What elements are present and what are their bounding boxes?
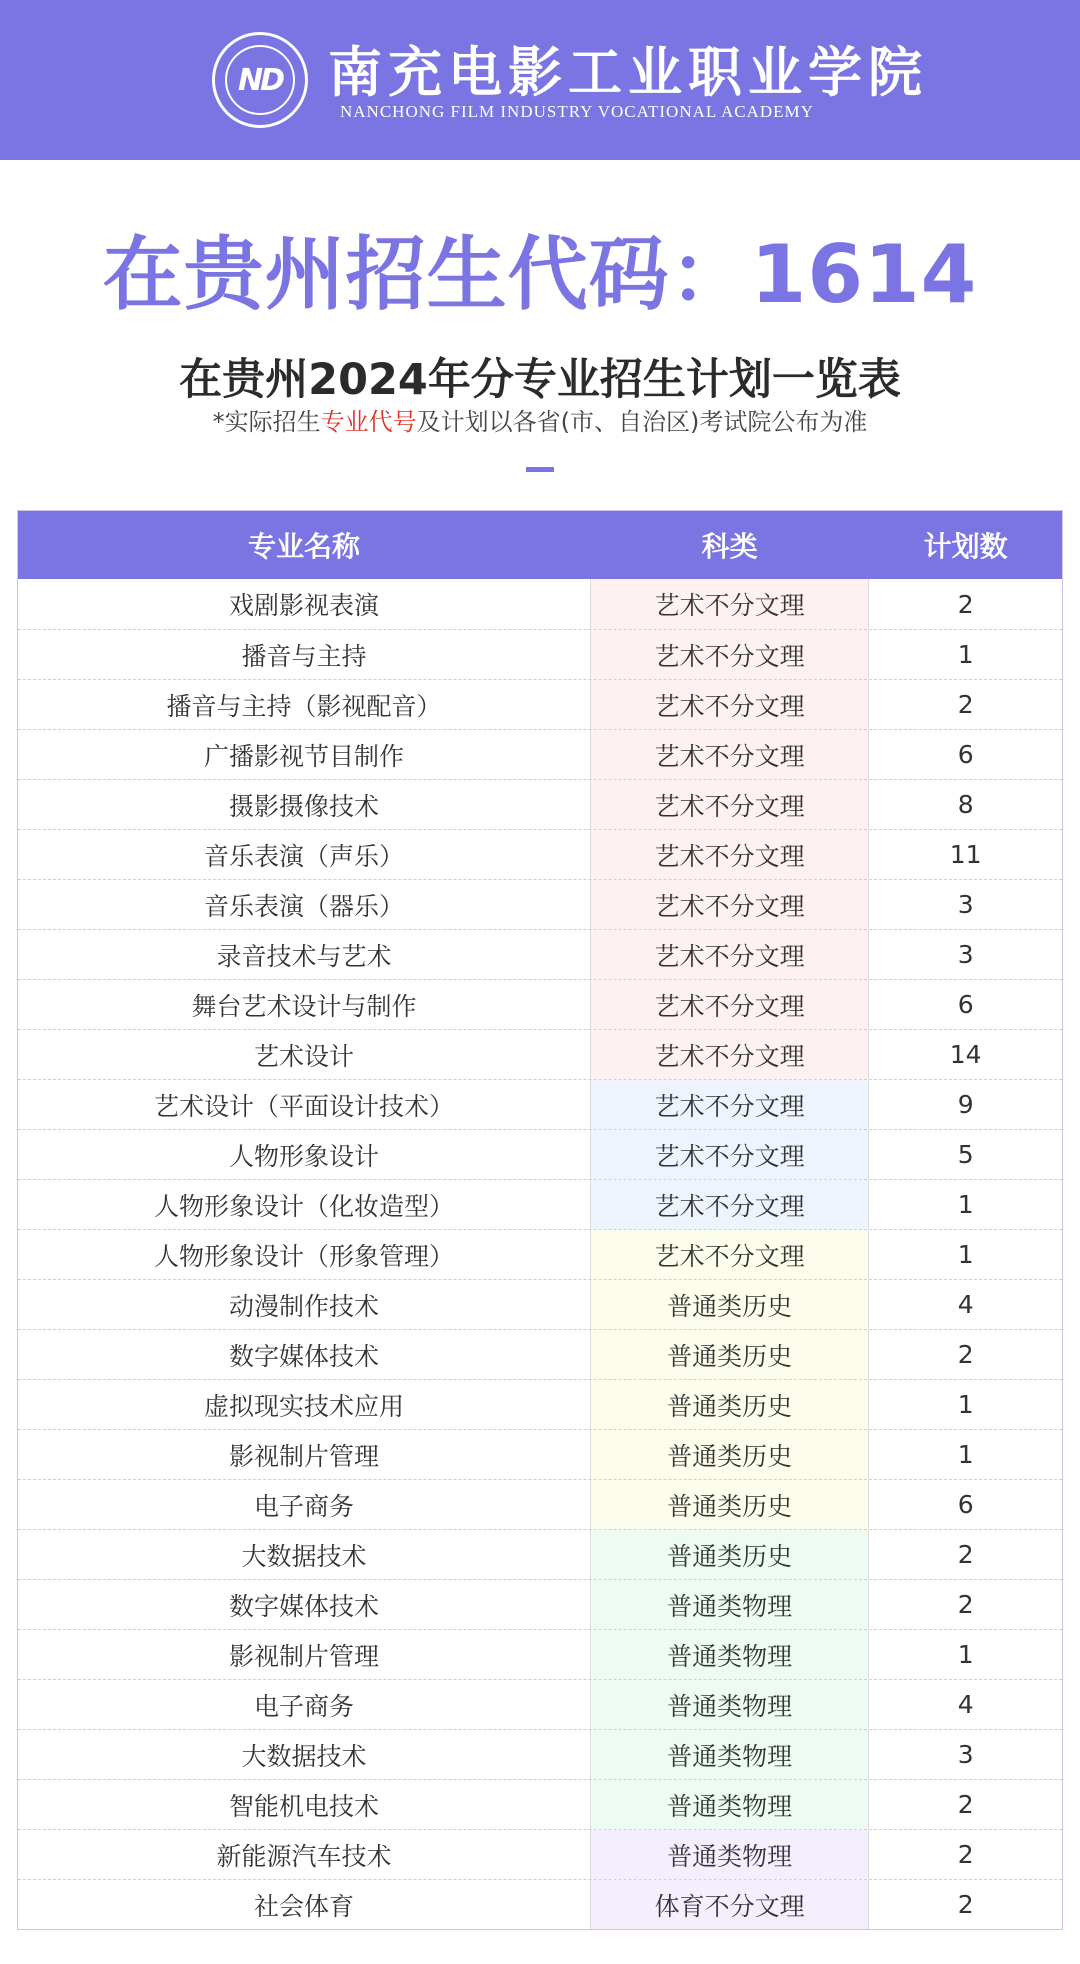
table-row (18, 1729, 1062, 1779)
note-prefix: *实际招生 (212, 408, 321, 436)
major-cell: 新能源汽车技术 (216, 1841, 392, 1871)
title-divider (526, 467, 554, 472)
count-cell: 2 (957, 1340, 974, 1369)
school-name-en: NANCHONG FILM INDUSTRY VOCATIONAL ACADEMY (340, 102, 814, 121)
table-row (18, 1479, 1062, 1529)
note-suffix: 及计划以各省(市、自治区)考试院公布为准 (416, 408, 868, 436)
table-row (18, 1279, 1062, 1329)
table-row (18, 979, 1062, 1029)
category-cell: 普通类物理 (590, 1680, 869, 1729)
category-cell: 普通类物理 (590, 1780, 869, 1829)
major-cell: 人物形象设计（形象管理） (153, 1241, 454, 1271)
count-cell: 2 (957, 690, 974, 719)
major-cell: 艺术设计 (253, 1041, 354, 1071)
table-row (18, 1529, 1062, 1579)
count-cell: 2 (957, 1890, 974, 1919)
count-cell: 4 (957, 1690, 974, 1719)
major-cell: 音乐表演（器乐） (203, 891, 404, 921)
count-cell: 6 (957, 740, 974, 769)
major-cell: 广播影视节目制作 (203, 741, 404, 771)
table-row (18, 579, 1062, 629)
table-row (18, 1129, 1062, 1179)
major-cell: 影视制片管理 (228, 1641, 379, 1671)
header-count: 计划数 (923, 530, 1008, 563)
count-cell: 2 (957, 1540, 974, 1569)
category-cell: 普通类物理 (590, 1830, 869, 1879)
major-cell: 动漫制作技术 (228, 1291, 379, 1321)
category-cell: 艺术不分文理 (590, 830, 869, 879)
category-cell: 普通类历史 (590, 1380, 869, 1429)
count-cell: 3 (957, 940, 974, 969)
count-cell: 1 (957, 640, 974, 669)
header-banner (0, 0, 1080, 160)
major-cell: 播音与主持（影视配音） (166, 691, 442, 721)
count-cell: 1 (957, 1190, 974, 1219)
school-name-cn: 南充电影工业职业学院 (328, 40, 928, 104)
category-cell: 普通类历史 (590, 1480, 869, 1529)
major-cell: 大数据技术 (241, 1741, 367, 1771)
major-cell: 虚拟现实技术应用 (203, 1391, 404, 1421)
category-cell: 普通类历史 (590, 1280, 869, 1329)
category-cell: 艺术不分文理 (590, 1130, 869, 1179)
note-highlight: 专业代号 (320, 408, 417, 436)
category-cell: 艺术不分文理 (590, 1080, 869, 1129)
category-cell: 艺术不分文理 (590, 780, 869, 829)
table-row (18, 1379, 1062, 1429)
category-cell: 艺术不分文理 (590, 579, 869, 629)
count-cell: 5 (957, 1140, 974, 1169)
major-cell: 音乐表演（声乐） (203, 841, 404, 871)
category-cell: 艺术不分文理 (590, 1030, 869, 1079)
count-cell: 11 (949, 840, 982, 869)
school-logo (212, 32, 308, 128)
category-cell: 普通类历史 (590, 1430, 869, 1479)
category-cell: 艺术不分文理 (590, 1180, 869, 1229)
logo-mark: ND (237, 62, 282, 98)
major-cell: 戏剧影视表演 (228, 591, 379, 620)
table-row (18, 779, 1062, 829)
major-cell: 人物形象设计 (228, 1141, 379, 1171)
table-row (18, 1429, 1062, 1479)
count-cell: 2 (957, 1790, 974, 1819)
major-cell: 录音技术与艺术 (216, 941, 392, 971)
table-row (18, 1029, 1062, 1079)
header-major: 专业名称 (247, 530, 360, 563)
major-cell: 舞台艺术设计与制作 (191, 991, 417, 1021)
category-cell: 艺术不分文理 (590, 930, 869, 979)
table-row (18, 1079, 1062, 1129)
category-cell: 艺术不分文理 (590, 680, 869, 729)
table-header (18, 511, 1062, 579)
category-cell: 普通类物理 (590, 1580, 869, 1629)
count-cell: 6 (957, 990, 974, 1019)
count-cell: 2 (957, 1590, 974, 1619)
category-cell: 普通类历史 (590, 1330, 869, 1379)
category-cell: 艺术不分文理 (590, 630, 869, 679)
count-cell: 3 (957, 1740, 974, 1769)
table-body (18, 579, 1062, 1929)
major-cell: 影视制片管理 (228, 1441, 379, 1471)
major-cell: 数字媒体技术 (228, 1591, 379, 1621)
major-cell: 电子商务 (253, 1691, 354, 1721)
major-cell: 社会体育 (253, 1891, 354, 1921)
table-row (18, 829, 1062, 879)
count-cell: 1 (957, 1240, 974, 1269)
count-cell: 1 (957, 1640, 974, 1669)
category-cell: 艺术不分文理 (590, 980, 869, 1029)
table-row (18, 729, 1062, 779)
major-cell: 智能机电技术 (228, 1791, 379, 1821)
header-category: 科类 (701, 530, 758, 563)
table-row (18, 679, 1062, 729)
table-row (18, 1679, 1062, 1729)
category-cell: 艺术不分文理 (590, 1230, 869, 1279)
count-cell: 1 (957, 1390, 974, 1419)
count-cell: 4 (957, 1290, 974, 1319)
major-cell: 数字媒体技术 (228, 1341, 379, 1371)
table-row (18, 1329, 1062, 1379)
table-row (18, 1879, 1062, 1929)
count-cell: 2 (957, 589, 974, 619)
category-cell: 普通类物理 (590, 1730, 869, 1779)
count-cell: 8 (957, 790, 974, 819)
table-row (18, 1629, 1062, 1679)
count-cell: 2 (957, 1840, 974, 1869)
table-row (18, 629, 1062, 679)
major-cell: 播音与主持 (241, 641, 367, 671)
logo-emblem (225, 45, 295, 115)
count-cell: 6 (957, 1490, 974, 1519)
table-row (18, 1179, 1062, 1229)
count-cell: 14 (949, 1040, 982, 1069)
count-cell: 1 (957, 1440, 974, 1469)
table-row (18, 879, 1062, 929)
table-row (18, 1579, 1062, 1629)
category-cell: 艺术不分文理 (590, 730, 869, 779)
major-cell: 大数据技术 (241, 1541, 367, 1571)
major-cell: 摄影摄像技术 (228, 791, 379, 821)
disclaimer-note (0, 402, 1080, 437)
count-cell: 9 (957, 1090, 974, 1119)
table-row (18, 1779, 1062, 1829)
major-cell: 艺术设计（平面设计技术） (153, 1091, 454, 1121)
category-cell: 艺术不分文理 (590, 880, 869, 929)
admission-code-title: 在贵州招生代码：1614 (102, 228, 978, 321)
enrollment-plan-table (17, 510, 1063, 1930)
category-cell: 普通类历史 (590, 1530, 869, 1579)
category-cell: 普通类物理 (590, 1630, 869, 1679)
table-row (18, 1229, 1062, 1279)
count-cell: 3 (957, 890, 974, 919)
major-cell: 电子商务 (253, 1491, 354, 1521)
plan-table-title: 在贵州2024年分专业招生计划一览表 (179, 355, 901, 405)
table-row (18, 929, 1062, 979)
category-cell: 体育不分文理 (590, 1880, 869, 1929)
table-row (18, 1829, 1062, 1879)
major-cell: 人物形象设计（化妆造型） (153, 1191, 454, 1221)
